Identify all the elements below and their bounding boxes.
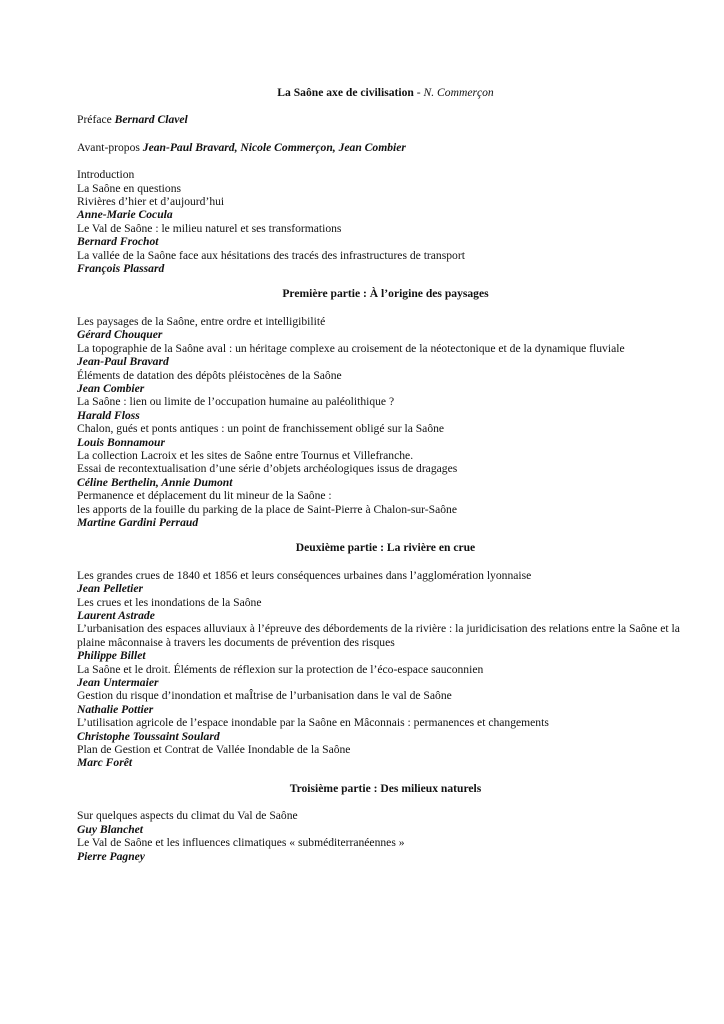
- chapter-title: La Saône et le droit. Éléments de réflexion sur la protection de l’éco-espace sauconnien: [77, 662, 484, 676]
- contributor-name: Jean Pelletier: [77, 582, 144, 596]
- avant-propos-authors: Jean-Paul Bravard, Nicole Commerçon, Jean Combier: [142, 140, 406, 154]
- contributor-name: Louis Bonnamour: [77, 435, 165, 449]
- introduction-section: [77, 168, 694, 275]
- contributor-name: Bernard Frochot: [77, 235, 159, 249]
- chapter-title: L’utilisation agricole de l’espace inondable par la Saône en Mâconnais : permanences et changements: [77, 716, 549, 730]
- chapter-title: Le Val de Saône et les influences climatiques « subméditerranéennes »: [77, 836, 405, 850]
- avant-propos-line: [77, 141, 694, 154]
- chapter-title: Chalon, gués et ponts antiques : un point de franchissement obligé sur la Saône: [77, 422, 445, 436]
- chapter-title: Introduction: [77, 168, 135, 182]
- contributor-name: Gérard Chouquer: [77, 328, 163, 342]
- contributor-name: Céline Berthelin, Annie Dumont: [77, 475, 233, 489]
- chapter-title: La Saône : lien ou limite de l’occupation humaine au paléolithique ?: [77, 395, 395, 409]
- contributor-name: Guy Blanchet: [77, 822, 144, 836]
- contributor-name: Martine Gardini Perraud: [77, 515, 199, 529]
- chapter-title: La collection Lacroix et les sites de Saône entre Tournus et Villefranche.: [77, 448, 414, 462]
- contributor-name: Jean Combier: [77, 381, 145, 395]
- avant-propos-label: Avant-propos: [77, 140, 143, 154]
- chapter-title: L’urbanisation des espaces alluviaux à l’épreuve des débordements de la rivière : la juridicisation des relations entre la Saône et la plaine mâconnaise à travers les documents de prévention des risques: [77, 622, 680, 649]
- contributor-name: François Plassard: [77, 262, 165, 276]
- preface-author: Bernard Clavel: [114, 113, 188, 127]
- contributor-name: Jean Untermaier: [77, 676, 159, 690]
- chapter-title: Les paysages de la Saône, entre ordre et intelligibilité: [77, 314, 326, 328]
- contributor-name: Nathalie Pottier: [77, 702, 154, 716]
- chapter-title: Les grandes crues de 1840 et 1856 et leurs conséquences urbaines dans l’agglomération lyonnaise: [77, 568, 532, 582]
- chapter-title: Gestion du risque d’inondation et maÎtrise de l’urbanisation dans le val de Saône: [77, 689, 452, 703]
- contributor-name: Jean-Paul Bravard: [77, 355, 169, 369]
- chapter-title: La Saône en questions: [77, 181, 181, 195]
- contributor-name: Laurent Astrade: [77, 609, 155, 622]
- chapter-title: La topographie de la Saône aval : un héritage complexe au croisement de la néotectonique et de la dynamique fluviale: [77, 341, 625, 355]
- contributor-name: Marc Forêt: [77, 756, 133, 770]
- chapter-title: les apports de la fouille du parking de la place de Saint-Pierre à Chalon-sur-Saône: [77, 502, 457, 516]
- parts-container: [77, 287, 694, 862]
- title-main: La Saône axe de civilisation: [277, 86, 414, 99]
- part-heading: Deuxième partie : La rivière en crue: [295, 541, 476, 555]
- document-title: [77, 86, 694, 99]
- part-heading: Troisième partie : Des milieux naturels: [289, 781, 482, 795]
- contributor-name: Christophe Toussaint Soulard: [77, 729, 220, 743]
- preface-label: Préface: [77, 113, 115, 127]
- part-entries: [77, 315, 694, 530]
- chapter-title: Le Val de Saône : le milieu naturel et ses transformations: [77, 221, 342, 235]
- part-entries: [77, 569, 694, 770]
- chapter-title: Permanence et déplacement du lit mineur de la Saône :: [77, 489, 332, 503]
- contributor-name: Pierre Pagney: [77, 849, 145, 863]
- chapter-title: Plan de Gestion et Contrat de Vallée Inondable de la Saône: [77, 743, 351, 757]
- part-entries: [77, 809, 694, 863]
- contributor-name: Anne-Marie Cocula: [77, 208, 173, 222]
- chapter-title: Essai de recontextualisation d’une série d’objets archéologiques issus de dragages: [77, 462, 458, 476]
- chapter-title: Les crues et les inondations de la Saône: [77, 595, 262, 609]
- chapter-title: Éléments de datation des dépôts pléistocènes de la Saône: [77, 368, 342, 382]
- title-editor: N. Commerçon: [423, 86, 494, 99]
- chapter-title: Sur quelques aspects du climat du Val de Saône: [77, 809, 298, 823]
- contributor-name: Philippe Billet: [77, 649, 146, 663]
- chapter-title: La vallée de la Saône face aux hésitations des tracés des infrastructures de transport: [77, 248, 465, 262]
- part-heading: Première partie : À l’origine des paysages: [282, 287, 489, 301]
- title-separator: -: [413, 86, 424, 99]
- preface-line: [77, 113, 694, 126]
- contributor-name: Harald Floss: [77, 408, 140, 422]
- chapter-title: Rivières d’hier et d’aujourd’hui: [77, 195, 225, 209]
